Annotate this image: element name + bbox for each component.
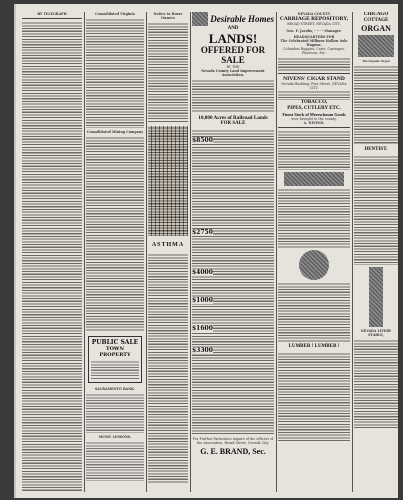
column-1: [22, 12, 82, 492]
organ-illustration: [358, 35, 394, 57]
music-lessons: MUSIC LESSONS.: [98, 435, 132, 439]
column-1-headline: BY TELEGRAPH: [37, 12, 67, 16]
price-2: $2750: [192, 229, 213, 236]
ever-brought: ever brought to the county.: [291, 117, 337, 121]
column-2-top: Consolidated Virginia: [95, 12, 135, 16]
price-1: $8500: [192, 137, 213, 144]
eagle-icon: [192, 12, 208, 26]
jacobs-manager: Geo. F. Jacobs, - - - - Manager.: [286, 29, 342, 33]
headquarters: HEADQUARTERS FOR: [293, 35, 335, 39]
lumber: LUMBER ! LUMBER !: [288, 344, 340, 349]
association-name: Nevada County Land Improvement Association.: [201, 69, 265, 77]
column-2-section: Consolidated Mining Company: [86, 130, 144, 134]
newspaper-page: [14, 4, 398, 498]
finest-stock: Finest Stock of Meerschaum Goods: [282, 112, 346, 117]
train-illustration: [284, 172, 344, 186]
milburn-wagons: The Celebrated Milburn Hollow Axle Wagons.: [280, 39, 348, 47]
nevada-county: NEVADA COUNTY: [297, 12, 331, 16]
price-6: $3300: [192, 347, 213, 354]
cigar-address: Nevada Building, Pine Street, NEVADA CITY.: [281, 82, 347, 90]
popular-organ: The Popular Organ: [362, 59, 390, 63]
column-5: [278, 12, 350, 492]
pipes-cutlery: PIPES, CUTLERY ETC.: [287, 106, 341, 111]
sacramento-bank: SACRAMENTO BANK.: [94, 387, 136, 391]
nivens-signature: A. NIVENS.: [303, 121, 325, 125]
footer-line-2: the Association, Broad Street, Nevada City.: [196, 441, 270, 445]
signature: G. E. BRAND, Sec.: [200, 447, 266, 456]
public-sale-line-2: TOWN PROPERTY: [99, 346, 131, 358]
vehicles: Columbus Buggies, Carts, Carriages, Phaetons, Etc.: [283, 47, 345, 55]
portrait-illustration: [299, 250, 329, 280]
dentist: DENTIST.: [364, 147, 388, 152]
cottage: COTTAGE: [363, 18, 389, 23]
chicago: CHICAGO: [363, 12, 389, 17]
footer-line-1: For Further Particulars inquire of the officers of: [192, 437, 274, 441]
tobacco: TOBACCO,: [300, 100, 328, 105]
desirable-homes: Desirable Homes: [210, 14, 274, 24]
nivens-cigar-stand: NIVENS' CIGAR STAND: [283, 76, 345, 82]
organ: ORGAN: [361, 24, 391, 33]
public-sale-line-1: PUBLIC SALE: [91, 339, 139, 346]
price-4: $1000: [192, 297, 213, 304]
price-3: $4000: [192, 269, 213, 276]
vertical-ad-strip: [369, 267, 383, 327]
for-sale: FOR SALE: [220, 121, 246, 126]
column-1-text: [22, 21, 82, 491]
column-3-headline: Notice to Horse Owners: [153, 12, 183, 20]
and-text: AND: [227, 26, 239, 31]
column-2: [86, 12, 144, 492]
column-6: [354, 12, 398, 492]
asthma-ad: ASTHMA: [151, 242, 185, 248]
column-3: [148, 12, 188, 492]
nevada-livery: NEVADA LIVERY STABLE,: [360, 329, 392, 337]
price-5: $1600: [192, 325, 213, 332]
carriage-repository: CARRIAGE REPOSITORY,: [279, 16, 349, 22]
broad-street: BROAD STREET, NEVADA CITY.: [287, 22, 341, 26]
column-4-land-ad: [192, 12, 274, 492]
by-the: BY THE: [226, 65, 240, 69]
offered-for-sale: OFFERED FOR SALE: [200, 45, 266, 65]
public-sale-ad: [88, 336, 142, 383]
lands-heading: LANDS!: [208, 31, 258, 46]
acres-heading: 10,000 Acres of Railroad Lands: [198, 115, 268, 121]
